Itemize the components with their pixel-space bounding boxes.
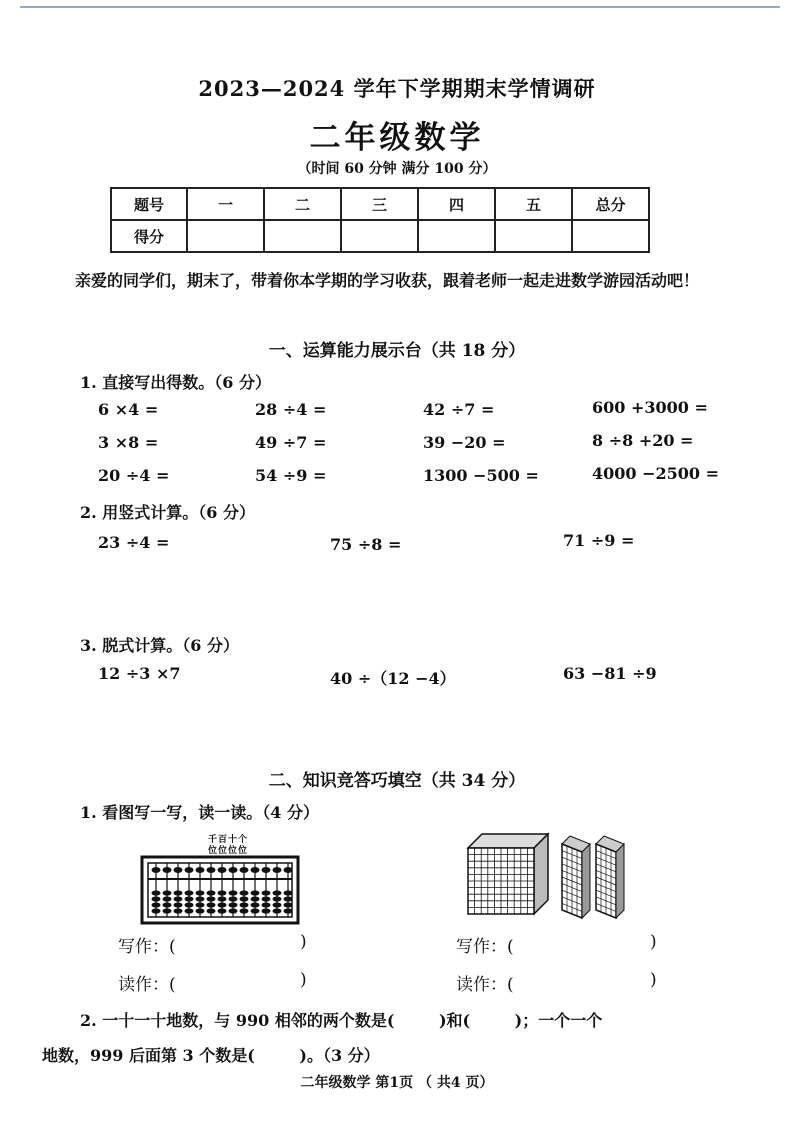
abacus-image xyxy=(140,855,300,925)
s1-q3-title: 3. 脱式计算。（6 分） xyxy=(80,636,239,655)
abacus-bead xyxy=(218,896,227,901)
intro-text: 亲爱的同学们，期末了，带着你本学期的学习收获，跟着老师一起走进数学游园活动吧！ xyxy=(75,271,700,290)
place-value-blocks-image xyxy=(466,830,646,930)
abacus-bead xyxy=(273,908,282,913)
s2-q2-line1: 2. 一十一十地数，与 990 相邻的两个数是( )和( )；一个一个 xyxy=(80,1011,603,1030)
abacus-bead xyxy=(185,902,194,907)
equation: 23 ÷4 = xyxy=(98,533,170,552)
abacus-bead xyxy=(218,867,227,873)
equation: 75 ÷8 = xyxy=(330,535,402,554)
abacus-bead xyxy=(273,867,282,873)
flat-edge xyxy=(582,844,590,918)
equation: 8 ÷8 +20 = xyxy=(592,431,694,450)
exam-title: 2023—2024 学年下学期期末学情调研 xyxy=(198,76,596,101)
abacus-bead xyxy=(207,896,216,901)
abacus-bead xyxy=(207,867,216,873)
s1-q2-title: 2. 用竖式计算。（6 分） xyxy=(80,503,255,522)
abacus-bead xyxy=(284,890,293,895)
abacus-bead xyxy=(262,896,271,901)
abacus-place-label: 位位位位 xyxy=(208,846,249,856)
abacus-bead xyxy=(163,908,172,913)
write-answer-blank[interactable] xyxy=(185,934,295,958)
read-answer-blank[interactable] xyxy=(185,972,295,996)
equation: 54 ÷9 = xyxy=(255,466,327,485)
abacus-bead xyxy=(196,908,205,913)
read-label: 读作：( xyxy=(118,975,176,995)
scan-top-line xyxy=(20,6,780,8)
section2-title: 二、知识竞答巧填空（共 34 分） xyxy=(268,771,526,791)
score-blank-cell[interactable] xyxy=(418,220,495,252)
equation: 6 ×4 = xyxy=(98,400,159,419)
abacus-bead xyxy=(262,908,271,913)
score-table-score-row xyxy=(111,220,649,252)
abacus-bead xyxy=(240,908,249,913)
equation: 1300 −500 = xyxy=(423,466,539,485)
abacus-bead xyxy=(262,890,271,895)
abacus-bead xyxy=(174,902,183,907)
score-table-cell: 二 xyxy=(264,188,341,220)
abacus-bead xyxy=(251,902,260,907)
abacus-bead xyxy=(273,890,282,895)
s2-q2-line2: 地数，999 后面第 3 个数是( )。（3 分） xyxy=(42,1046,380,1065)
score-table-cell: 三 xyxy=(341,188,418,220)
score-table-cell: 五 xyxy=(495,188,572,220)
abacus-bead xyxy=(262,902,271,907)
score-blank-cell[interactable] xyxy=(495,220,572,252)
equation: 4000 −2500 = xyxy=(592,464,720,483)
equation: 28 ÷4 = xyxy=(255,400,327,419)
abacus-bead xyxy=(152,902,161,907)
abacus-bead xyxy=(251,908,260,913)
write-label: 写作：( xyxy=(456,937,514,957)
abacus-bead xyxy=(185,896,194,901)
read-answer-blank[interactable] xyxy=(522,972,642,996)
cube-side-face xyxy=(534,834,548,914)
abacus-bead xyxy=(273,902,282,907)
score-blank-cell[interactable] xyxy=(572,220,649,252)
page-footer: 二年级数学 第1页 （ 共4 页） xyxy=(300,1075,494,1091)
equation: 42 ÷7 = xyxy=(423,400,495,419)
abacus-bead xyxy=(251,867,260,873)
score-table-header-row xyxy=(111,188,649,220)
score-table-cell: 总分 xyxy=(572,188,649,220)
equation: 20 ÷4 = xyxy=(98,466,170,485)
abacus-bead xyxy=(218,908,227,913)
abacus-bead xyxy=(240,890,249,895)
abacus-bead xyxy=(185,867,194,873)
abacus-bead xyxy=(284,867,293,873)
abacus-bead xyxy=(218,902,227,907)
equation: 39 −20 = xyxy=(423,433,506,452)
close-paren: ) xyxy=(300,932,307,952)
abacus-bead xyxy=(152,896,161,901)
read-label: 读作：( xyxy=(456,975,514,995)
close-paren: ) xyxy=(650,932,657,952)
write-label: 写作：( xyxy=(118,937,176,957)
abacus-bead xyxy=(273,896,282,901)
equation: 49 ÷7 = xyxy=(255,433,327,452)
abacus-bead xyxy=(185,908,194,913)
abacus-bead xyxy=(240,902,249,907)
close-paren: ) xyxy=(300,970,307,990)
abacus-bead xyxy=(251,890,260,895)
equation: 12 ÷3 ×7 xyxy=(98,664,181,683)
s1-q1-title: 1. 直接写出得数。（6 分） xyxy=(80,373,271,392)
abacus-bead xyxy=(207,890,216,895)
score-table-cell: 得分 xyxy=(111,220,187,252)
abacus-bead xyxy=(196,902,205,907)
abacus-bead xyxy=(284,896,293,901)
abacus-bead xyxy=(240,867,249,873)
abacus-bead xyxy=(163,896,172,901)
abacus-bead xyxy=(196,867,205,873)
score-table xyxy=(110,187,650,253)
equation: 40 ÷（12 −4） xyxy=(330,669,456,688)
abacus-bead xyxy=(174,896,183,901)
abacus-bead xyxy=(174,890,183,895)
abacus-bead xyxy=(207,908,216,913)
abacus-bead xyxy=(163,890,172,895)
abacus-bead xyxy=(163,902,172,907)
abacus-bead xyxy=(229,867,238,873)
flat-edge xyxy=(616,844,624,918)
close-paren: ) xyxy=(650,970,657,990)
abacus-bead xyxy=(240,896,249,901)
score-table-cell: 四 xyxy=(418,188,495,220)
score-blank-cell[interactable] xyxy=(264,220,341,252)
equation: 71 ÷9 = xyxy=(563,531,635,550)
abacus-bead xyxy=(262,867,271,873)
abacus-bead xyxy=(163,867,172,873)
equation: 63 −81 ÷9 xyxy=(563,664,657,683)
abacus-bead xyxy=(196,896,205,901)
abacus-bead xyxy=(152,867,161,873)
abacus-bead xyxy=(207,902,216,907)
abacus-bead xyxy=(251,896,260,901)
equation: 600 +3000 = xyxy=(592,398,708,417)
subject-title: 二年级数学 xyxy=(309,120,485,156)
score-blank-cell[interactable] xyxy=(341,220,418,252)
score-blank-cell[interactable] xyxy=(187,220,264,252)
equation: 3 ×8 = xyxy=(98,433,159,452)
s2-q1-title: 1. 看图写一写，读一读。（4 分） xyxy=(80,803,319,822)
abacus-bead xyxy=(185,890,194,895)
abacus-bead xyxy=(284,902,293,907)
abacus-bead xyxy=(229,896,238,901)
write-answer-blank[interactable] xyxy=(522,934,642,958)
abacus-bead xyxy=(229,890,238,895)
time-note: （时间 60 分钟 满分 100 分） xyxy=(297,161,497,177)
abacus-bead xyxy=(174,867,183,873)
abacus-bead xyxy=(229,908,238,913)
abacus-bead xyxy=(196,890,205,895)
section1-title: 一、运算能力展示台（共 18 分） xyxy=(268,341,526,361)
score-table-cell: 一 xyxy=(187,188,264,220)
abacus-bead xyxy=(152,890,161,895)
abacus-bead xyxy=(218,890,227,895)
abacus-place-label: 千百十个 xyxy=(208,835,249,845)
abacus-bead xyxy=(229,902,238,907)
abacus-bead xyxy=(174,908,183,913)
abacus-bead xyxy=(152,908,161,913)
score-table-cell: 题号 xyxy=(111,188,187,220)
abacus-bead xyxy=(284,908,293,913)
